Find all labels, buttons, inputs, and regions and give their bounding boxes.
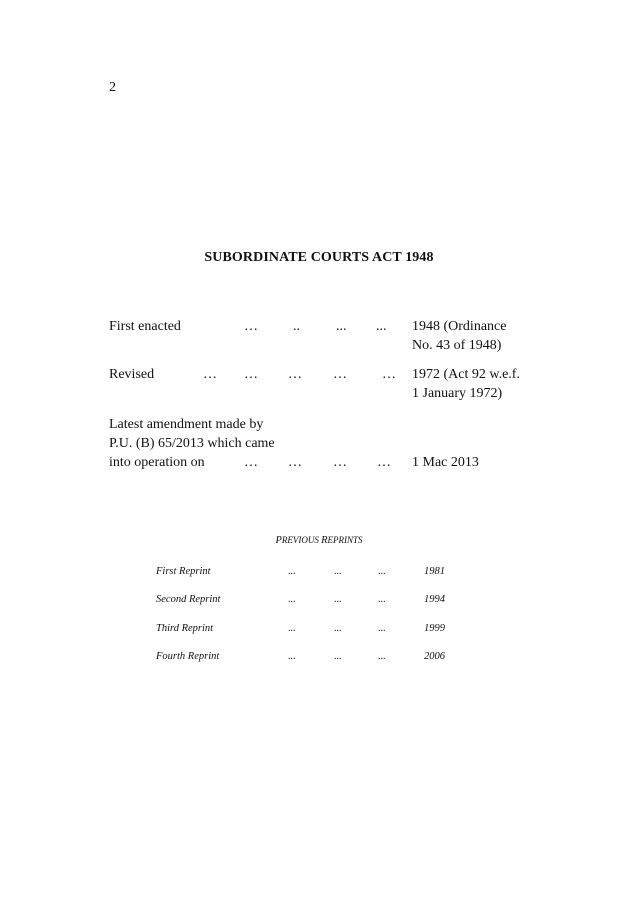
revised-dots-1: … bbox=[203, 367, 217, 382]
reprint-row-3-dots-3: ... bbox=[378, 623, 386, 634]
reprint-row-1-label: First Reprint bbox=[156, 566, 211, 577]
latest-amendment-dots-3: … bbox=[333, 455, 347, 470]
reprint-row-4-dots-2: ... bbox=[334, 651, 342, 662]
reprint-row-2-label: Second Reprint bbox=[156, 594, 221, 605]
first-enacted-dots-2: .. bbox=[293, 319, 300, 334]
page-number: 2 bbox=[109, 80, 116, 95]
reprint-row-2-dots-3: ... bbox=[378, 594, 386, 605]
previous-reprints-heading bbox=[0, 535, 638, 546]
first-enacted-value-line-1: 1948 (Ordinance bbox=[412, 319, 507, 334]
reprint-row-1-dots-3: ... bbox=[378, 566, 386, 577]
reprint-row-1-year: 1981 bbox=[424, 566, 445, 577]
revised-dots-4: … bbox=[333, 367, 347, 382]
first-enacted-dots-4: ... bbox=[376, 319, 387, 334]
document-title: SUBORDINATE COURTS ACT 1948 bbox=[204, 250, 434, 265]
first-enacted-dots-1: … bbox=[244, 319, 258, 334]
latest-amendment-label-line-2: P.U. (B) 65/2013 which came bbox=[109, 436, 275, 451]
reprint-row-3-year: 1999 bbox=[424, 623, 445, 634]
revised-dots-5: … bbox=[382, 367, 396, 382]
latest-amendment-dots-2: … bbox=[288, 455, 302, 470]
first-enacted-label: First enacted bbox=[109, 319, 181, 334]
heading-rest-1: REVIOUS bbox=[281, 535, 322, 545]
heading-initial-1: P bbox=[275, 535, 282, 546]
revised-label: Revised bbox=[109, 367, 155, 382]
latest-amendment-value: 1 Mac 2013 bbox=[412, 455, 479, 470]
latest-amendment-dots-1: … bbox=[244, 455, 258, 470]
reprint-row-4-dots-3: ... bbox=[378, 651, 386, 662]
first-enacted-value-line-2: No. 43 of 1948) bbox=[412, 338, 502, 353]
reprint-row-3-dots-1: ... bbox=[288, 623, 296, 634]
heading-rest-2: EPRINTS bbox=[327, 535, 363, 545]
first-enacted-dots-3: ... bbox=[336, 319, 347, 334]
latest-amendment-dots-4: … bbox=[377, 455, 391, 470]
revised-value-line-1: 1972 (Act 92 w.e.f. bbox=[412, 367, 520, 382]
revised-value-line-2: 1 January 1972) bbox=[412, 386, 503, 401]
reprint-row-4-dots-1: ... bbox=[288, 651, 296, 662]
latest-amendment-label-line-1: Latest amendment made by bbox=[109, 417, 264, 432]
reprint-row-2-dots-2: ... bbox=[334, 594, 342, 605]
reprint-row-4-label: Fourth Reprint bbox=[156, 651, 220, 662]
heading-initial-2: R bbox=[321, 535, 328, 546]
latest-amendment-label-line-3: into operation on bbox=[109, 455, 205, 470]
reprint-row-3-dots-2: ... bbox=[334, 623, 342, 634]
reprint-row-1-dots-2: ... bbox=[334, 566, 342, 577]
revised-dots-2: … bbox=[244, 367, 258, 382]
reprint-row-3-label: Third Reprint bbox=[156, 623, 214, 634]
reprint-row-4-year: 2006 bbox=[424, 651, 445, 662]
reprint-row-1-dots-1: ... bbox=[288, 566, 296, 577]
revised-dots-3: … bbox=[288, 367, 302, 382]
reprint-row-2-year: 1994 bbox=[424, 594, 445, 605]
reprint-row-2-dots-1: ... bbox=[288, 594, 296, 605]
